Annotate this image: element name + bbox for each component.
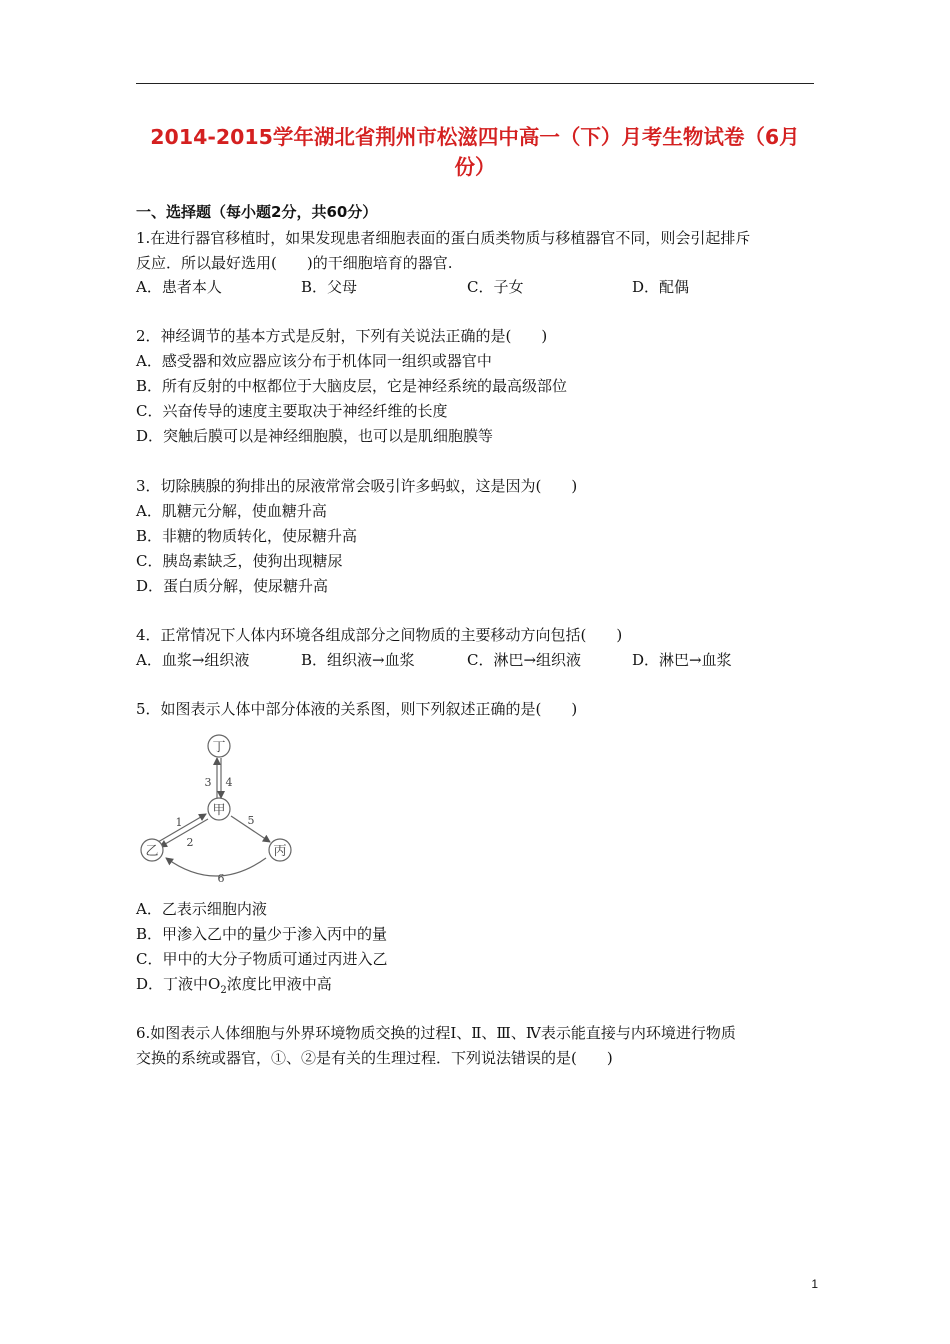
exam-title-line2: 份） [454,155,496,179]
q4-stem: 4．正常情况下人体内环境各组成部分之间物质的主要移动方向包括( ) [136,626,623,644]
q3-option-b: B．非糖的物质转化，使尿糖升高 [136,527,358,545]
edge-5-label: 5 [247,814,255,827]
node-jia [208,798,230,820]
q5-option-d-prefix: D．丁液中O [136,975,221,993]
exam-title [136,122,814,182]
edge-2-label: 2 [186,836,194,849]
q4-option-d: D．淋巴→血浆 [632,651,732,669]
q2-option-b: B．所有反射的中枢都位于大脑皮层，它是神经系统的最高级部位 [136,377,568,395]
node-jia-label: 甲 [212,803,226,818]
node-yi-label: 乙 [145,844,159,859]
exam-title-line1: 2014-2015学年湖北省荆州市松滋四中高一（下）月考生物试卷（6月 [150,125,800,149]
body-fluid-diagram [136,732,301,892]
q3-option-c: C．胰岛素缺乏，使狗出现糖尿 [136,552,343,570]
q3-stem: 3．切除胰腺的狗排出的尿液常常会吸引许多蚂蚁，这是因为( ) [136,477,578,495]
q1-stem-line1: 1.在进行器官移植时，如果发现患者细胞表面的蛋白质类物质与移植器官不同，则会引起排斥 [136,229,751,247]
q1-stem-line2: 反应．所以最好选用( )的干细胞培育的器官. [136,254,453,272]
edge-6-arrow [166,858,266,876]
q2-option-c: C．兴奋传导的速度主要取决于神经纤维的长度 [136,402,448,420]
q5-stem: 5．如图表示人体中部分体液的关系图，则下列叙述正确的是( ) [136,700,578,718]
q5-option-a: A．乙表示细胞内液 [136,900,267,918]
node-yi [141,839,163,861]
q1-option-c: C．子女 [467,278,524,296]
node-ding-label: 丁 [212,740,226,755]
q4-option-b: B．组织液→血浆 [301,651,415,669]
edge-6-label: 6 [217,872,225,885]
edge-2-arrow [160,819,208,847]
q2-option-d: D．突触后膜可以是神经细胞膜，也可以是肌细胞膜等 [136,427,494,445]
q5-option-d-suffix: 浓度比甲液中高 [226,975,332,993]
q4-option-c: C．淋巴→组织液 [467,651,582,669]
edge-3-label: 3 [204,776,212,789]
q3-option-d: D．蛋白质分解，使尿糖升高 [136,577,329,595]
q2-stem: 2．神经调节的基本方式是反射，下列有关说法正确的是( ) [136,327,548,345]
edge-1-label: 1 [175,816,183,829]
q1-option-d: D．配偶 [632,278,690,296]
q1-option-a: A．患者本人 [136,278,222,296]
q4-option-a: A．血浆→组织液 [136,651,250,669]
page-number: 1 [811,1277,818,1291]
q5-option-b: B．甲渗入乙中的量少于渗入丙中的量 [136,925,388,943]
q1-option-b: B．父母 [301,278,358,296]
edge-4-label: 4 [225,776,233,789]
q5-option-c: C．甲中的大分子物质可通过丙进入乙 [136,950,388,968]
node-bing [269,839,291,861]
node-ding [208,735,230,757]
section-heading: 一、选择题（每小题2分，共60分） [136,203,378,221]
q6-stem-line1: 6.如图表示人体细胞与外界环境物质交换的过程Ⅰ、Ⅱ、Ⅲ、Ⅳ表示能直接与内环境进行物质 [136,1024,736,1042]
q2-option-a: A．感受器和效应器应该分布于机体同一组织或器官中 [136,352,492,370]
q5-option-d [136,974,332,1001]
q3-option-a: A．肌糖元分解，使血糖升高 [136,502,327,520]
node-bing-label: 丙 [273,844,287,859]
q6-stem-line2: 交换的系统或器官，①、②是有关的生理过程．下列说法错误的是( ) [136,1049,613,1067]
q5-option-d-subscript: 2 [220,985,227,996]
header-rule [136,83,814,84]
